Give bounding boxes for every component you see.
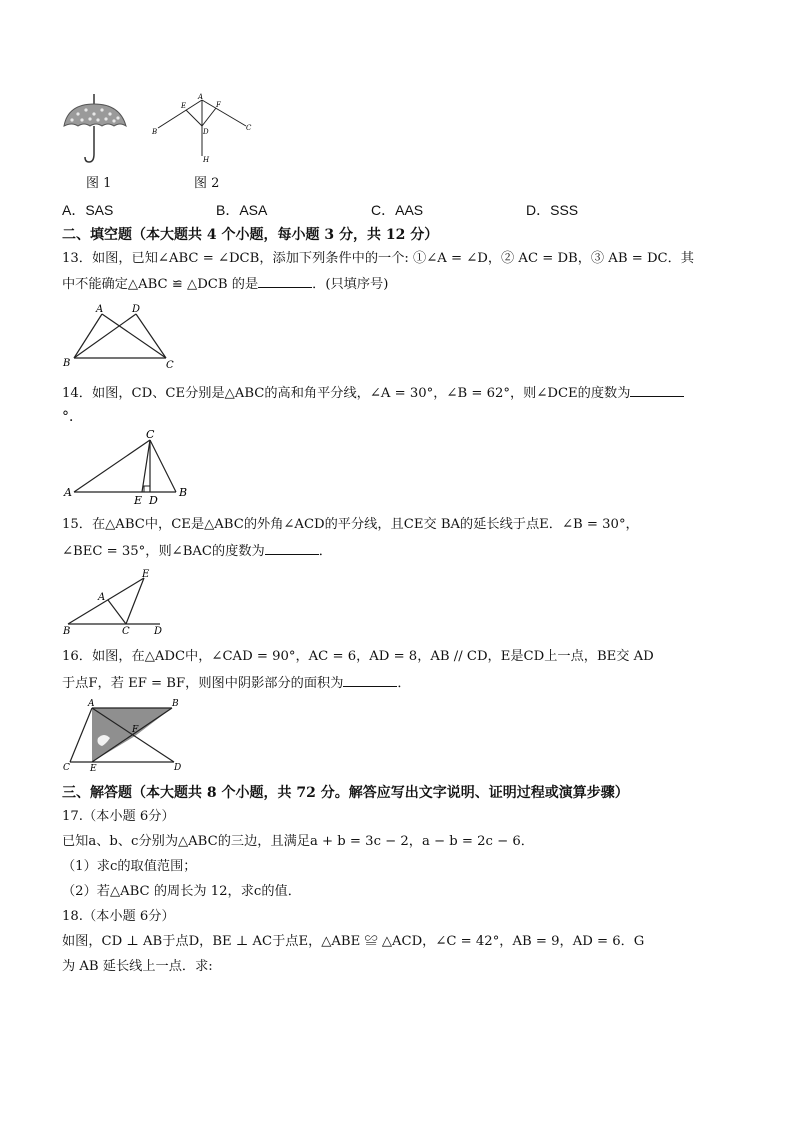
- label-A: A: [98, 592, 106, 603]
- q18-head: 18.（本小题 6分）: [62, 909, 175, 924]
- q13-figure: [62, 300, 182, 372]
- q16-line2-b: ．: [397, 676, 411, 691]
- label-B: B: [63, 626, 71, 637]
- option-d: D．SSS: [526, 202, 579, 218]
- answer-blank: [265, 542, 319, 555]
- q15-line2-a: ∠BEC = 35°，则∠BAC的度数为: [62, 544, 265, 559]
- q15-line1: 15．在△ABC中，CE是△ABC的外角∠ACD的平分线，且CE交 BA的延长线于点E．∠B = 30°，: [62, 517, 639, 532]
- q13-line2-b: ．(只填序号): [312, 277, 389, 292]
- label-D: D: [203, 128, 209, 136]
- label-F: F: [216, 101, 221, 109]
- q18-line1: 如图，CD ⊥ AB于点D，BE ⊥ AC于点E，△ABE ≌ △ACD，∠C = 42°，AB = 9，AD = 6．G: [62, 934, 645, 949]
- label-D: D: [154, 626, 163, 637]
- label-A: A: [198, 93, 204, 101]
- q15-line2: [62, 542, 332, 561]
- label-C: C: [146, 428, 155, 441]
- label-H: H: [203, 156, 210, 164]
- label-E: E: [90, 764, 97, 774]
- label-A: A: [88, 699, 95, 709]
- label-B: B: [172, 699, 179, 709]
- label-A: A: [96, 304, 104, 315]
- label-C: C: [166, 360, 174, 371]
- label-E: E: [142, 569, 150, 580]
- q14-line1-text: 14．如图，CD、CE分别是△ABC的高和角平分线，∠A = 30°，∠B = 62°，则∠DCE的度数为: [62, 386, 631, 401]
- q16-line1: 16．如图，在△ADC中，∠CAD = 90°，AC = 6，AD = 8，AB // CD，E是CD上一点，BE交 AD: [62, 649, 654, 664]
- q17-line1: 已知a、b、c分别为△ABC的三边，且满足a + b = 3c − 2，a − b = 2c − 6．: [62, 834, 534, 849]
- q18-line2: 为 AB 延长线上一点．求:: [62, 959, 213, 974]
- option-a: A．SAS: [62, 202, 114, 218]
- q17-part2: （2）若△ABC 的周长为 12，求c的值．: [62, 884, 301, 899]
- q15-diagram: [62, 566, 172, 638]
- label-B: B: [152, 128, 158, 136]
- answer-blank: [258, 275, 312, 288]
- label-E: E: [181, 102, 187, 110]
- label-D: D: [174, 763, 182, 773]
- umbrella-figure: [60, 92, 132, 172]
- label-F: F: [132, 725, 139, 735]
- q14-figure: [62, 428, 202, 508]
- label-C: C: [63, 763, 70, 773]
- label-E: E: [134, 494, 143, 507]
- answer-blank: [630, 384, 684, 397]
- q13-line1: 13．如图，已知∠ABC = ∠DCB，添加下列条件中的一个: ①∠A = ∠D，② AC = DB，③ AB = DC．其: [62, 251, 694, 266]
- figure-2-caption: 图 2: [194, 176, 220, 191]
- figure-2: [150, 92, 255, 164]
- section-2-title: 二、填空题（本大题共 4 个小题，每小题 3 分，共 12 分）: [62, 227, 439, 243]
- q17-head: 17.（本小题 6分）: [62, 809, 175, 824]
- q17-part1: （1）求c的取值范围；: [62, 859, 197, 874]
- q13-line2: [62, 275, 388, 294]
- q15-line2-b: ．: [318, 544, 332, 559]
- q16-diagram: [62, 698, 192, 774]
- q14-diagram: [62, 428, 202, 508]
- option-c: C．AAS: [371, 202, 424, 218]
- option-b: B．ASA: [216, 202, 268, 218]
- label-C: C: [246, 124, 252, 132]
- q14-line1: [62, 384, 684, 403]
- label-B: B: [63, 358, 71, 369]
- q15-figure: [62, 566, 172, 638]
- q16-figure: [62, 698, 192, 774]
- answer-blank: [343, 674, 397, 687]
- q16-line2: [62, 674, 411, 693]
- q16-line2-a: 于点F，若 EF = BF，则图中阴影部分的面积为: [62, 676, 344, 691]
- label-B: B: [179, 486, 188, 499]
- label-A: A: [64, 486, 72, 499]
- label-C: C: [122, 626, 130, 637]
- figure-2-diagram: [150, 92, 255, 164]
- q14-line2: °．: [62, 409, 83, 425]
- label-D: D: [149, 494, 158, 507]
- figure-1: [60, 92, 132, 172]
- q13-line2-a: 中不能确定△ABC ≌ △DCB 的是: [62, 277, 259, 292]
- figure-1-caption: 图 1: [86, 176, 112, 191]
- label-D: D: [132, 304, 141, 315]
- section-3-title: 三、解答题（本大题共 8 个小题，共 72 分。解答应写出文字说明、证明过程或演算步骤）: [62, 785, 629, 801]
- q13-diagram: [62, 300, 182, 372]
